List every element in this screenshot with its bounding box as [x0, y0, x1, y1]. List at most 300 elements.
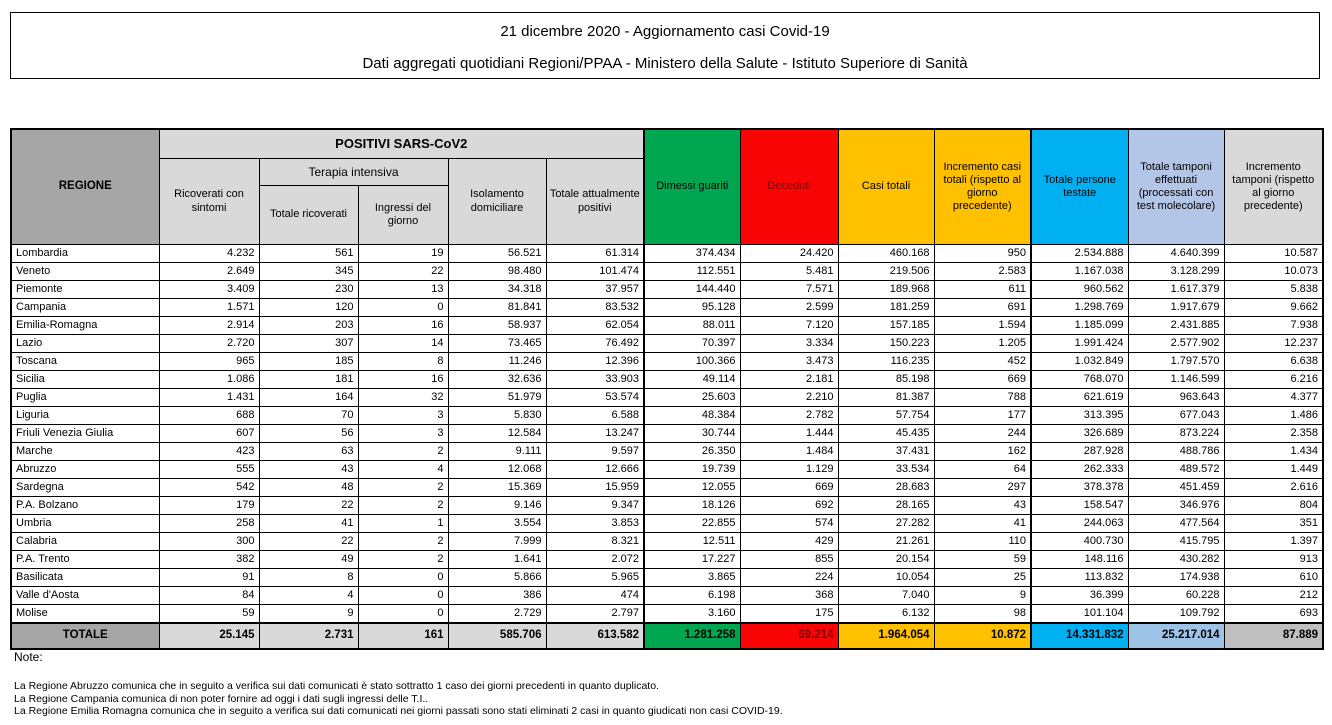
- cell-casi_totali: 181.259: [838, 299, 934, 317]
- table-row: [11, 317, 1323, 335]
- cell-terapia_totale_ricoverati: 2.731: [259, 623, 358, 649]
- cell-deceduti: 24.420: [740, 245, 838, 263]
- cell-terapia_totale_ricoverati: 185: [259, 353, 358, 371]
- cell-totale_persone_testate: 400.730: [1031, 533, 1128, 551]
- cell-dimessi_guariti: 112.551: [644, 263, 740, 281]
- region-name: Abruzzo: [11, 461, 159, 479]
- cell-totale_persone_testate: 14.331.832: [1031, 623, 1128, 649]
- cell-totale_persone_testate: 1.032.849: [1031, 353, 1128, 371]
- region-name: Emilia-Romagna: [11, 317, 159, 335]
- cell-casi_totali: 6.132: [838, 605, 934, 624]
- cell-terapia_totale_ricoverati: 48: [259, 479, 358, 497]
- cell-totale_attualmente_positivi: 33.903: [546, 371, 644, 389]
- report-title: 21 dicembre 2020 - Aggiornamento casi Covid-19: [500, 23, 830, 40]
- region-name: Puglia: [11, 389, 159, 407]
- cell-terapia_ingressi_giorno: 2: [358, 479, 448, 497]
- notes-section: [14, 650, 783, 718]
- cell-casi_totali: 157.185: [838, 317, 934, 335]
- table-row: [11, 371, 1323, 389]
- cell-terapia_ingressi_giorno: 8: [358, 353, 448, 371]
- cell-incremento_tamponi: 1.449: [1224, 461, 1323, 479]
- table-row: [11, 263, 1323, 281]
- cell-terapia_ingressi_giorno: 32: [358, 389, 448, 407]
- cell-incremento_tamponi: 1.397: [1224, 533, 1323, 551]
- cell-deceduti: 429: [740, 533, 838, 551]
- cell-terapia_ingressi_giorno: 1: [358, 515, 448, 533]
- cell-totale_tamponi: 1.146.599: [1128, 371, 1224, 389]
- cell-isolamento_domiciliare: 9.146: [448, 497, 546, 515]
- cell-isolamento_domiciliare: 1.641: [448, 551, 546, 569]
- cell-isolamento_domiciliare: 585.706: [448, 623, 546, 649]
- cell-isolamento_domiciliare: 32.636: [448, 371, 546, 389]
- cell-terapia_ingressi_giorno: 3: [358, 425, 448, 443]
- cell-isolamento_domiciliare: 11.246: [448, 353, 546, 371]
- cell-ricoverati_con_sintomi: 1.571: [159, 299, 259, 317]
- cell-incremento_casi_totali: 452: [934, 353, 1031, 371]
- table-row: [11, 443, 1323, 461]
- cell-isolamento_domiciliare: 58.937: [448, 317, 546, 335]
- table-row: [11, 479, 1323, 497]
- cell-incremento_casi_totali: 43: [934, 497, 1031, 515]
- table-row: [11, 461, 1323, 479]
- cell-terapia_totale_ricoverati: 230: [259, 281, 358, 299]
- cell-incremento_casi_totali: 611: [934, 281, 1031, 299]
- total-label: TOTALE: [11, 623, 159, 649]
- cell-terapia_ingressi_giorno: 22: [358, 263, 448, 281]
- region-name: Toscana: [11, 353, 159, 371]
- cell-dimessi_guariti: 100.366: [644, 353, 740, 371]
- cell-dimessi_guariti: 49.114: [644, 371, 740, 389]
- cell-totale_persone_testate: 378.378: [1031, 479, 1128, 497]
- cell-dimessi_guariti: 17.227: [644, 551, 740, 569]
- cell-totale_tamponi: 415.795: [1128, 533, 1224, 551]
- region-name: Veneto: [11, 263, 159, 281]
- cell-totale_attualmente_positivi: 12.396: [546, 353, 644, 371]
- cell-casi_totali: 28.683: [838, 479, 934, 497]
- cell-terapia_totale_ricoverati: 8: [259, 569, 358, 587]
- title-box: [10, 12, 1320, 79]
- cell-totale_persone_testate: 768.070: [1031, 371, 1128, 389]
- cell-casi_totali: 85.198: [838, 371, 934, 389]
- cell-dimessi_guariti: 3.160: [644, 605, 740, 624]
- cell-totale_persone_testate: 960.562: [1031, 281, 1128, 299]
- region-name: Lombardia: [11, 245, 159, 263]
- cell-totale_tamponi: 451.459: [1128, 479, 1224, 497]
- cell-totale_attualmente_positivi: 101.474: [546, 263, 644, 281]
- cell-dimessi_guariti: 95.128: [644, 299, 740, 317]
- region-name: Lazio: [11, 335, 159, 353]
- cell-terapia_totale_ricoverati: 22: [259, 497, 358, 515]
- cell-incremento_casi_totali: 2.583: [934, 263, 1031, 281]
- header-tamponi: Totale tamponi effettuati (processati con test molecolare): [1128, 129, 1224, 245]
- cell-deceduti: 7.120: [740, 317, 838, 335]
- cell-incremento_casi_totali: 110: [934, 533, 1031, 551]
- region-name: Liguria: [11, 407, 159, 425]
- cell-totale_attualmente_positivi: 37.957: [546, 281, 644, 299]
- region-name: P.A. Bolzano: [11, 497, 159, 515]
- cell-isolamento_domiciliare: 2.729: [448, 605, 546, 624]
- cell-totale_persone_testate: 1.298.769: [1031, 299, 1128, 317]
- table-header: [11, 129, 1323, 245]
- notes-list: [14, 680, 783, 718]
- cell-casi_totali: 1.964.054: [838, 623, 934, 649]
- table-row: [11, 407, 1323, 425]
- cell-incremento_tamponi: 4.377: [1224, 389, 1323, 407]
- cell-totale_persone_testate: 2.534.888: [1031, 245, 1128, 263]
- region-name: Campania: [11, 299, 159, 317]
- header-ricoverati-sintomi: Ricoverati con sintomi: [159, 159, 259, 245]
- cell-ricoverati_con_sintomi: 423: [159, 443, 259, 461]
- cell-deceduti: 368: [740, 587, 838, 605]
- cell-casi_totali: 45.435: [838, 425, 934, 443]
- cell-incremento_casi_totali: 177: [934, 407, 1031, 425]
- cell-terapia_ingressi_giorno: 13: [358, 281, 448, 299]
- cell-casi_totali: 460.168: [838, 245, 934, 263]
- cell-isolamento_domiciliare: 73.465: [448, 335, 546, 353]
- table-row: [11, 389, 1323, 407]
- cell-totale_attualmente_positivi: 76.492: [546, 335, 644, 353]
- cell-dimessi_guariti: 26.350: [644, 443, 740, 461]
- cell-terapia_ingressi_giorno: 16: [358, 317, 448, 335]
- cell-isolamento_domiciliare: 3.554: [448, 515, 546, 533]
- cell-totale_attualmente_positivi: 61.314: [546, 245, 644, 263]
- cell-totale_attualmente_positivi: 8.321: [546, 533, 644, 551]
- region-name: Marche: [11, 443, 159, 461]
- cell-casi_totali: 150.223: [838, 335, 934, 353]
- cell-totale_attualmente_positivi: 62.054: [546, 317, 644, 335]
- table-row: [11, 569, 1323, 587]
- cell-totale_persone_testate: 148.116: [1031, 551, 1128, 569]
- header-incremento-casi: Incremento casi totali (rispetto al giorno precedente): [934, 129, 1031, 245]
- cell-terapia_totale_ricoverati: 4: [259, 587, 358, 605]
- cell-totale_persone_testate: 36.399: [1031, 587, 1128, 605]
- cell-incremento_casi_totali: 41: [934, 515, 1031, 533]
- cell-deceduti: 3.334: [740, 335, 838, 353]
- cell-totale_tamponi: 1.917.679: [1128, 299, 1224, 317]
- cell-totale_persone_testate: 326.689: [1031, 425, 1128, 443]
- cell-isolamento_domiciliare: 51.979: [448, 389, 546, 407]
- covid-table: [10, 128, 1324, 650]
- cell-deceduti: 5.481: [740, 263, 838, 281]
- region-name: Calabria: [11, 533, 159, 551]
- cell-deceduti: 175: [740, 605, 838, 624]
- table-row: [11, 605, 1323, 624]
- cell-totale_attualmente_positivi: 13.247: [546, 425, 644, 443]
- cell-terapia_ingressi_giorno: 2: [358, 443, 448, 461]
- cell-deceduti: 1.484: [740, 443, 838, 461]
- cell-terapia_totale_ricoverati: 561: [259, 245, 358, 263]
- cell-ricoverati_con_sintomi: 300: [159, 533, 259, 551]
- cell-totale_tamponi: 2.577.902: [1128, 335, 1224, 353]
- cell-deceduti: 669: [740, 479, 838, 497]
- cell-ricoverati_con_sintomi: 688: [159, 407, 259, 425]
- cell-incremento_casi_totali: 98: [934, 605, 1031, 624]
- region-name: Piemonte: [11, 281, 159, 299]
- cell-totale_persone_testate: 113.832: [1031, 569, 1128, 587]
- region-name: Friuli Venezia Giulia: [11, 425, 159, 443]
- cell-terapia_ingressi_giorno: 19: [358, 245, 448, 263]
- cell-dimessi_guariti: 48.384: [644, 407, 740, 425]
- table-row: [11, 335, 1323, 353]
- table-row: [11, 299, 1323, 317]
- cell-totale_tamponi: 2.431.885: [1128, 317, 1224, 335]
- region-name: Molise: [11, 605, 159, 624]
- notes-label: Note:: [14, 650, 43, 664]
- cell-terapia_ingressi_giorno: 2: [358, 497, 448, 515]
- cell-incremento_tamponi: 913: [1224, 551, 1323, 569]
- cell-totale_tamponi: 1.617.379: [1128, 281, 1224, 299]
- cell-casi_totali: 21.261: [838, 533, 934, 551]
- cell-terapia_totale_ricoverati: 345: [259, 263, 358, 281]
- cell-isolamento_domiciliare: 15.369: [448, 479, 546, 497]
- cell-terapia_totale_ricoverati: 164: [259, 389, 358, 407]
- cell-dimessi_guariti: 18.126: [644, 497, 740, 515]
- cell-totale_tamponi: 4.640.399: [1128, 245, 1224, 263]
- cell-totale_tamponi: 60.228: [1128, 587, 1224, 605]
- header-deceduti: Deceduti: [740, 129, 838, 245]
- cell-casi_totali: 219.506: [838, 263, 934, 281]
- cell-ricoverati_con_sintomi: 4.232: [159, 245, 259, 263]
- cell-totale_persone_testate: 158.547: [1031, 497, 1128, 515]
- cell-incremento_casi_totali: 297: [934, 479, 1031, 497]
- header-isolamento: Isolamento domiciliare: [448, 159, 546, 245]
- cell-dimessi_guariti: 144.440: [644, 281, 740, 299]
- cell-incremento_casi_totali: 162: [934, 443, 1031, 461]
- cell-terapia_ingressi_giorno: 0: [358, 569, 448, 587]
- cell-terapia_totale_ricoverati: 41: [259, 515, 358, 533]
- header-casi-totali: Casi totali: [838, 129, 934, 245]
- cell-terapia_ingressi_giorno: 0: [358, 605, 448, 624]
- cell-dimessi_guariti: 6.198: [644, 587, 740, 605]
- cell-deceduti: 1.444: [740, 425, 838, 443]
- cell-isolamento_domiciliare: 5.866: [448, 569, 546, 587]
- total-row: [11, 623, 1323, 649]
- cell-ricoverati_con_sintomi: 607: [159, 425, 259, 443]
- cell-terapia_totale_ricoverati: 181: [259, 371, 358, 389]
- region-name: Sardegna: [11, 479, 159, 497]
- cell-terapia_ingressi_giorno: 14: [358, 335, 448, 353]
- cell-deceduti: 692: [740, 497, 838, 515]
- cell-terapia_ingressi_giorno: 2: [358, 533, 448, 551]
- cell-ricoverati_con_sintomi: 555: [159, 461, 259, 479]
- cell-ricoverati_con_sintomi: 1.086: [159, 371, 259, 389]
- cell-terapia_ingressi_giorno: 3: [358, 407, 448, 425]
- cell-isolamento_domiciliare: 56.521: [448, 245, 546, 263]
- cell-deceduti: 855: [740, 551, 838, 569]
- cell-casi_totali: 33.534: [838, 461, 934, 479]
- note-line: La Regione Campania comunica di non poter fornire ad oggi i dati sugli ingressi delle T.I..: [14, 692, 429, 705]
- table-row: [11, 353, 1323, 371]
- cell-terapia_ingressi_giorno: 161: [358, 623, 448, 649]
- cell-incremento_tamponi: 2.616: [1224, 479, 1323, 497]
- cell-incremento_casi_totali: 950: [934, 245, 1031, 263]
- header-persone-testate: Totale persone testate: [1031, 129, 1128, 245]
- cell-ricoverati_con_sintomi: 382: [159, 551, 259, 569]
- cell-totale_tamponi: 489.572: [1128, 461, 1224, 479]
- cell-totale_tamponi: 346.976: [1128, 497, 1224, 515]
- header-dimessi-guariti: Dimessi guariti: [644, 129, 740, 245]
- cell-incremento_casi_totali: 59: [934, 551, 1031, 569]
- cell-incremento_casi_totali: 1.205: [934, 335, 1031, 353]
- header-attualmente-positivi: Totale attualmente positivi: [546, 159, 644, 245]
- cell-totale_attualmente_positivi: 6.588: [546, 407, 644, 425]
- cell-totale_attualmente_positivi: 12.666: [546, 461, 644, 479]
- cell-deceduti: 2.210: [740, 389, 838, 407]
- cell-totale_persone_testate: 1.991.424: [1031, 335, 1128, 353]
- table-row: [11, 425, 1323, 443]
- header-incremento-tamponi: Incremento tamponi (rispetto al giorno precedente): [1224, 129, 1323, 245]
- cell-terapia_totale_ricoverati: 63: [259, 443, 358, 461]
- cell-incremento_tamponi: 9.662: [1224, 299, 1323, 317]
- cell-ricoverati_con_sintomi: 542: [159, 479, 259, 497]
- cell-incremento_casi_totali: 244: [934, 425, 1031, 443]
- region-name: Basilicata: [11, 569, 159, 587]
- cell-totale_attualmente_positivi: 613.582: [546, 623, 644, 649]
- cell-totale_tamponi: 430.282: [1128, 551, 1224, 569]
- cell-dimessi_guariti: 22.855: [644, 515, 740, 533]
- cell-deceduti: 2.599: [740, 299, 838, 317]
- cell-incremento_tamponi: 87.889: [1224, 623, 1323, 649]
- cell-deceduti: 69.214: [740, 623, 838, 649]
- header-ingressi-giorno: Ingressi del giorno: [358, 186, 448, 245]
- cell-incremento_tamponi: 6.638: [1224, 353, 1323, 371]
- table-row: [11, 587, 1323, 605]
- region-name: Sicilia: [11, 371, 159, 389]
- cell-totale_persone_testate: 313.395: [1031, 407, 1128, 425]
- region-name: Valle d'Aosta: [11, 587, 159, 605]
- cell-incremento_tamponi: 6.216: [1224, 371, 1323, 389]
- table-row: [11, 533, 1323, 551]
- cell-terapia_totale_ricoverati: 307: [259, 335, 358, 353]
- cell-incremento_casi_totali: 25: [934, 569, 1031, 587]
- cell-totale_persone_testate: 262.333: [1031, 461, 1128, 479]
- cell-dimessi_guariti: 12.511: [644, 533, 740, 551]
- cell-terapia_ingressi_giorno: 4: [358, 461, 448, 479]
- cell-incremento_tamponi: 610: [1224, 569, 1323, 587]
- cell-terapia_totale_ricoverati: 49: [259, 551, 358, 569]
- cell-casi_totali: 7.040: [838, 587, 934, 605]
- cell-terapia_totale_ricoverati: 203: [259, 317, 358, 335]
- cell-totale_attualmente_positivi: 9.347: [546, 497, 644, 515]
- cell-deceduti: 574: [740, 515, 838, 533]
- cell-casi_totali: 28.165: [838, 497, 934, 515]
- cell-totale_persone_testate: 621.619: [1031, 389, 1128, 407]
- cell-incremento_tamponi: 693: [1224, 605, 1323, 624]
- cell-totale_persone_testate: 244.063: [1031, 515, 1128, 533]
- table-body: [11, 245, 1323, 650]
- cell-totale_persone_testate: 1.167.038: [1031, 263, 1128, 281]
- cell-ricoverati_con_sintomi: 59: [159, 605, 259, 624]
- cell-casi_totali: 37.431: [838, 443, 934, 461]
- cell-totale_tamponi: 109.792: [1128, 605, 1224, 624]
- header-positivi-group: POSITIVI SARS-CoV2: [159, 129, 644, 159]
- cell-ricoverati_con_sintomi: 179: [159, 497, 259, 515]
- table-container: [10, 128, 1324, 650]
- cell-deceduti: 2.782: [740, 407, 838, 425]
- cell-incremento_tamponi: 351: [1224, 515, 1323, 533]
- cell-isolamento_domiciliare: 9.111: [448, 443, 546, 461]
- cell-terapia_ingressi_giorno: 0: [358, 299, 448, 317]
- cell-dimessi_guariti: 19.739: [644, 461, 740, 479]
- cell-casi_totali: 57.754: [838, 407, 934, 425]
- cell-casi_totali: 116.235: [838, 353, 934, 371]
- cell-dimessi_guariti: 30.744: [644, 425, 740, 443]
- cell-totale_persone_testate: 1.185.099: [1031, 317, 1128, 335]
- cell-totale_attualmente_positivi: 2.072: [546, 551, 644, 569]
- cell-terapia_totale_ricoverati: 22: [259, 533, 358, 551]
- cell-totale_tamponi: 25.217.014: [1128, 623, 1224, 649]
- header-regione: REGIONE: [11, 129, 159, 245]
- cell-incremento_tamponi: 1.434: [1224, 443, 1323, 461]
- cell-incremento_casi_totali: 64: [934, 461, 1031, 479]
- cell-totale_tamponi: 873.224: [1128, 425, 1224, 443]
- table-row: [11, 281, 1323, 299]
- cell-terapia_ingressi_giorno: 2: [358, 551, 448, 569]
- cell-ricoverati_con_sintomi: 91: [159, 569, 259, 587]
- cell-totale_tamponi: 174.938: [1128, 569, 1224, 587]
- cell-incremento_casi_totali: 1.594: [934, 317, 1031, 335]
- cell-totale_persone_testate: 101.104: [1031, 605, 1128, 624]
- cell-casi_totali: 10.054: [838, 569, 934, 587]
- note-line: La Regione Emilia Romagna comunica che in seguito a verifica sui dati comunicati nei giorni passati sono stati eliminati 2 casi in quanto giudicati non casi COVID-19.: [14, 705, 783, 717]
- cell-isolamento_domiciliare: 81.841: [448, 299, 546, 317]
- cell-totale_persone_testate: 287.928: [1031, 443, 1128, 461]
- cell-terapia_totale_ricoverati: 120: [259, 299, 358, 317]
- cell-dimessi_guariti: 70.397: [644, 335, 740, 353]
- table-row: [11, 245, 1323, 263]
- cell-ricoverati_con_sintomi: 3.409: [159, 281, 259, 299]
- header-totale-ricoverati: Totale ricoverati: [259, 186, 358, 245]
- cell-isolamento_domiciliare: 12.584: [448, 425, 546, 443]
- cell-isolamento_domiciliare: 386: [448, 587, 546, 605]
- cell-totale_attualmente_positivi: 474: [546, 587, 644, 605]
- cell-totale_attualmente_positivi: 3.853: [546, 515, 644, 533]
- cell-totale_attualmente_positivi: 9.597: [546, 443, 644, 461]
- cell-incremento_tamponi: 2.358: [1224, 425, 1323, 443]
- cell-isolamento_domiciliare: 98.480: [448, 263, 546, 281]
- cell-dimessi_guariti: 12.055: [644, 479, 740, 497]
- cell-totale_tamponi: 677.043: [1128, 407, 1224, 425]
- cell-ricoverati_con_sintomi: 2.720: [159, 335, 259, 353]
- cell-incremento_tamponi: 1.486: [1224, 407, 1323, 425]
- cell-ricoverati_con_sintomi: 2.649: [159, 263, 259, 281]
- cell-deceduti: 3.473: [740, 353, 838, 371]
- cell-incremento_casi_totali: 10.872: [934, 623, 1031, 649]
- cell-terapia_ingressi_giorno: 0: [358, 587, 448, 605]
- cell-casi_totali: 189.968: [838, 281, 934, 299]
- cell-ricoverati_con_sintomi: 1.431: [159, 389, 259, 407]
- cell-incremento_tamponi: 5.838: [1224, 281, 1323, 299]
- report-subtitle: Dati aggregati quotidiani Regioni/PPAA - Ministero della Salute - Istituto Superiore di Sanità: [362, 55, 968, 72]
- cell-deceduti: 2.181: [740, 371, 838, 389]
- cell-casi_totali: 20.154: [838, 551, 934, 569]
- cell-totale_tamponi: 3.128.299: [1128, 263, 1224, 281]
- cell-terapia_totale_ricoverati: 70: [259, 407, 358, 425]
- cell-casi_totali: 81.387: [838, 389, 934, 407]
- cell-dimessi_guariti: 1.281.258: [644, 623, 740, 649]
- cell-terapia_ingressi_giorno: 16: [358, 371, 448, 389]
- cell-totale_attualmente_positivi: 2.797: [546, 605, 644, 624]
- cell-ricoverati_con_sintomi: 84: [159, 587, 259, 605]
- cell-isolamento_domiciliare: 7.999: [448, 533, 546, 551]
- cell-ricoverati_con_sintomi: 25.145: [159, 623, 259, 649]
- cell-isolamento_domiciliare: 34.318: [448, 281, 546, 299]
- note-line: La Regione Abruzzo comunica che in seguito a verifica sui dati comunicati è stato sottratto 1 caso dei giorni precedenti in quanto duplicato.: [14, 680, 659, 692]
- cell-totale_tamponi: 963.643: [1128, 389, 1224, 407]
- cell-incremento_tamponi: 7.938: [1224, 317, 1323, 335]
- region-name: Umbria: [11, 515, 159, 533]
- cell-totale_tamponi: 1.797.570: [1128, 353, 1224, 371]
